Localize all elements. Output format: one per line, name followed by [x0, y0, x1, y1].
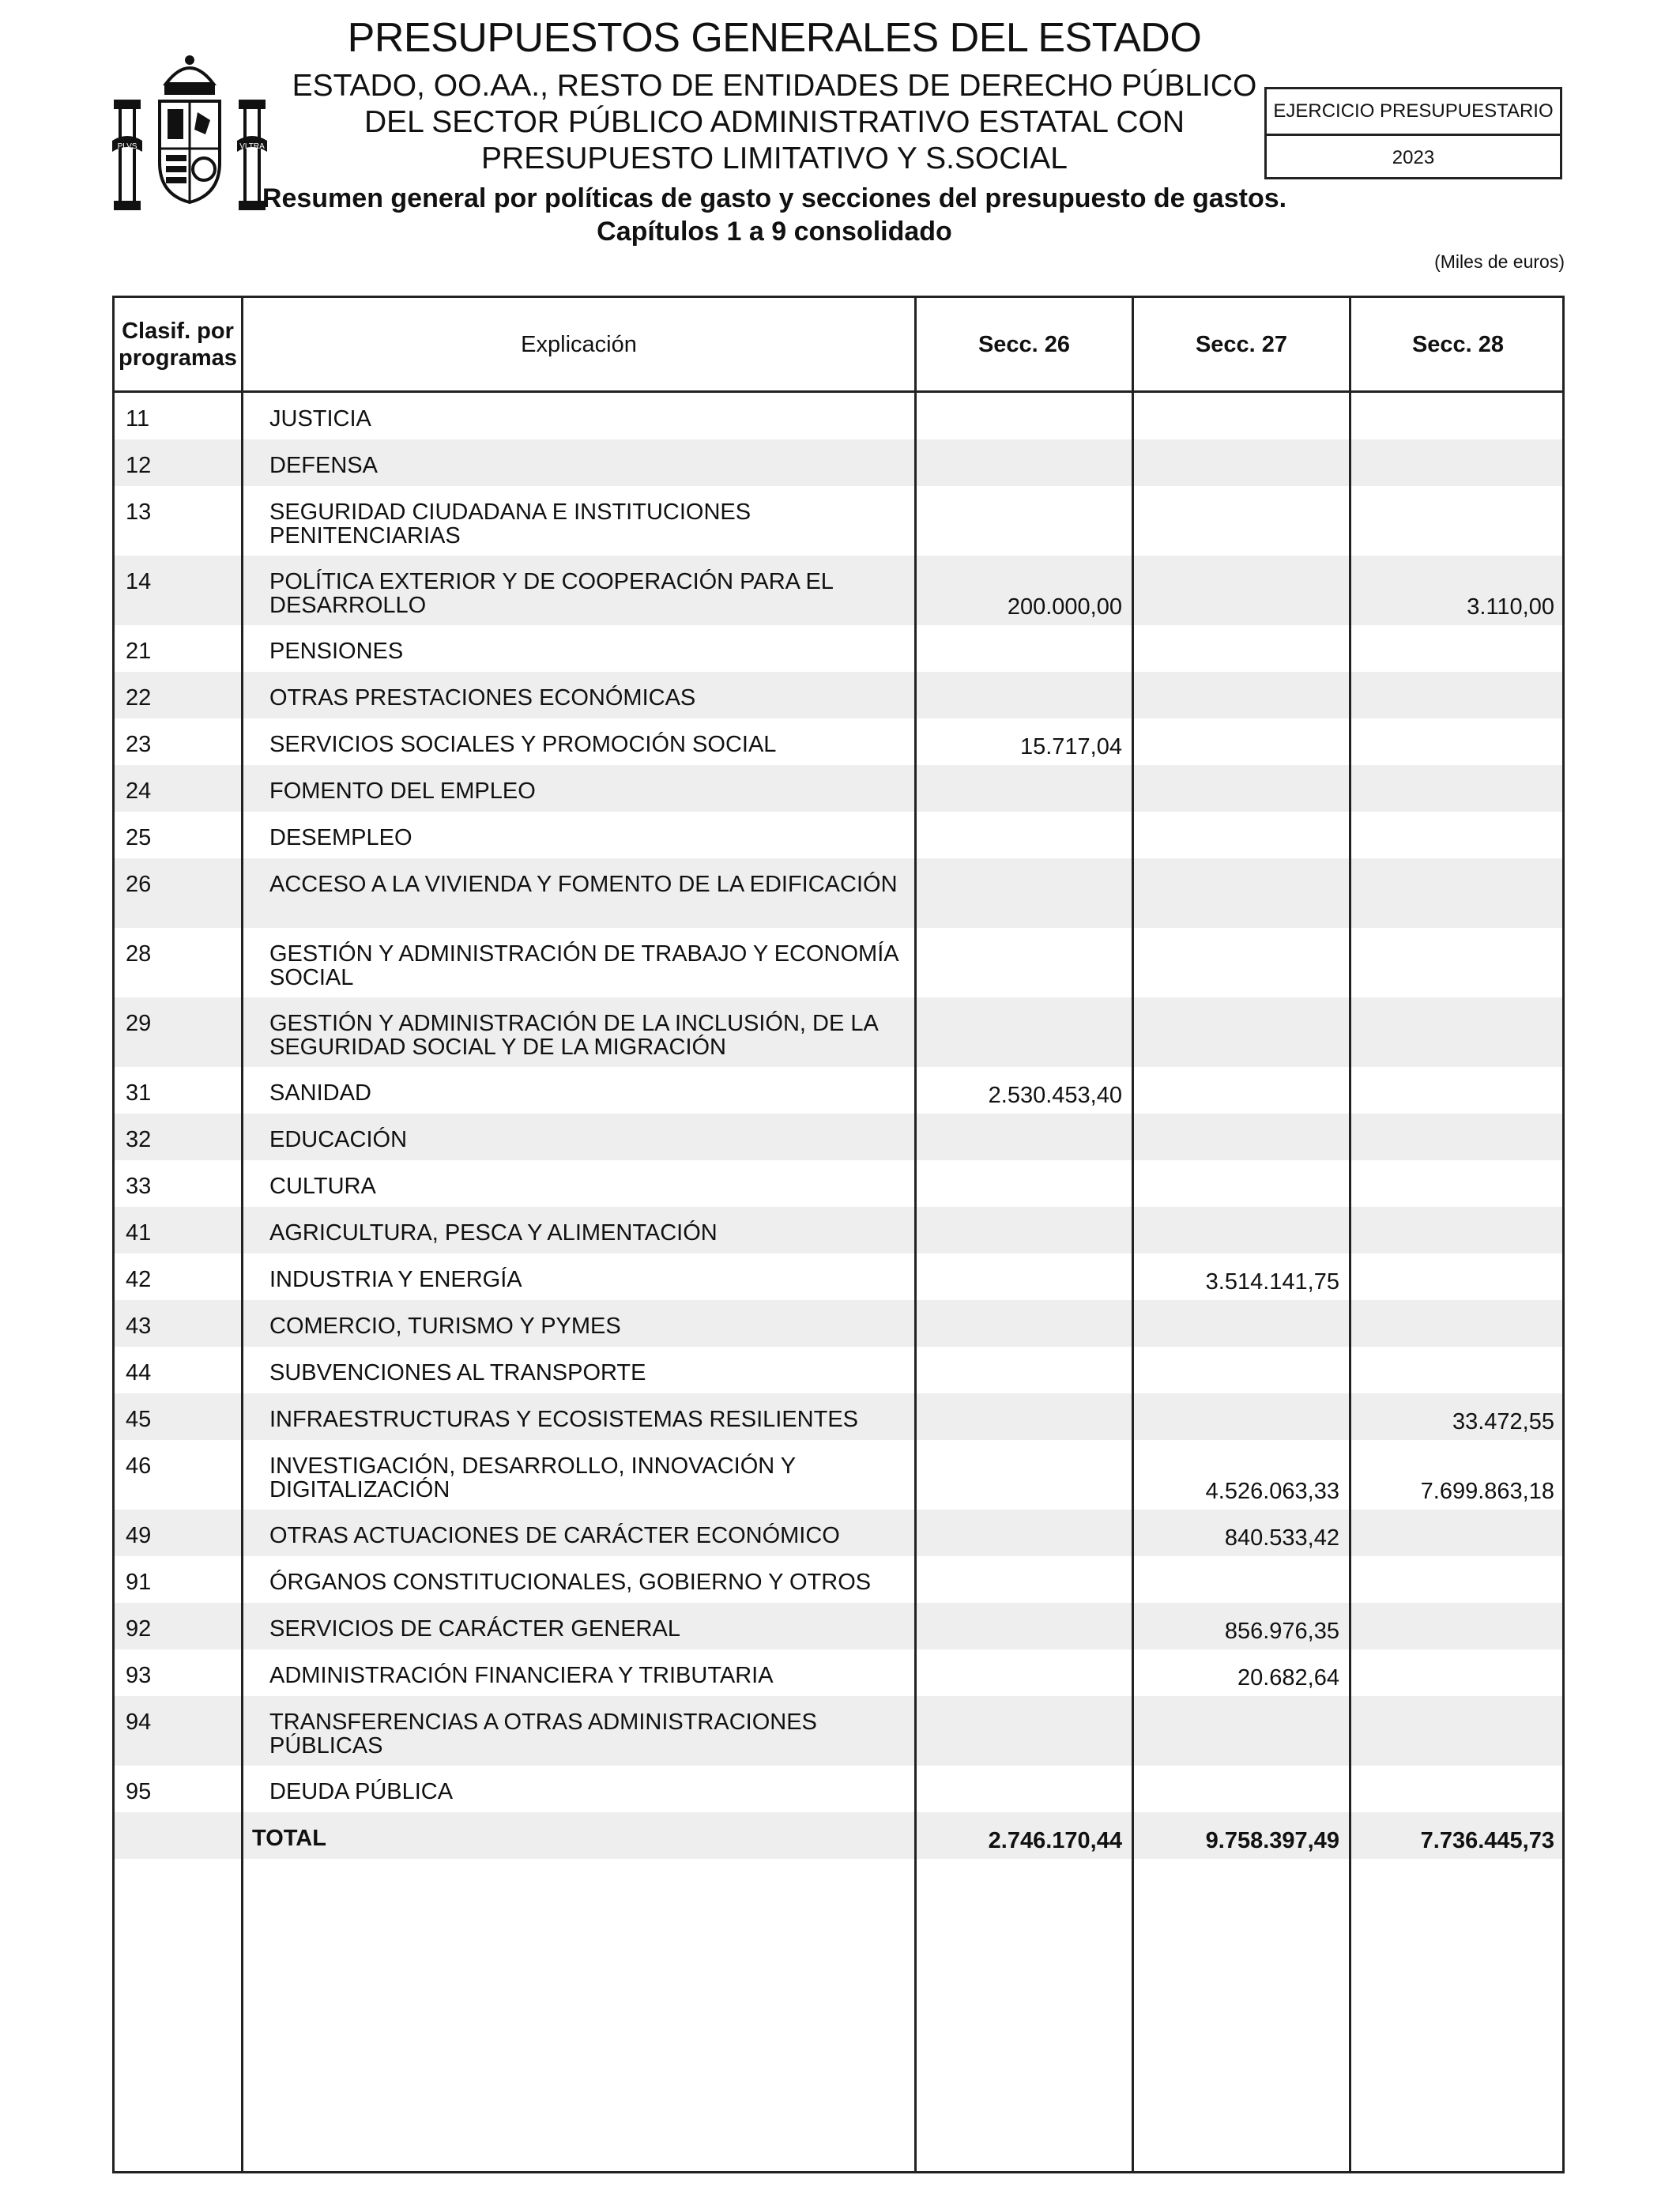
program-description: ADMINISTRACIÓN FINANCIERA Y TRIBUTARIA: [269, 1663, 774, 1688]
subtitle-line: ESTADO, OO.AA., RESTO DE ENTIDADES DE DERECHO PÚBLICO: [292, 69, 1257, 103]
amount-s26: 200.000,00: [1007, 594, 1122, 620]
program-description: SANIDAD: [269, 1080, 371, 1106]
program-code: 41: [126, 1220, 152, 1246]
table-row: [115, 718, 1562, 765]
program-description: SUBVENCIONES AL TRANSPORTE: [269, 1360, 646, 1385]
table-row: [115, 439, 1562, 486]
table-row: [115, 625, 1562, 672]
table-row: [115, 672, 1562, 718]
program-description: EDUCACIÓN: [269, 1127, 408, 1152]
table-row: [115, 1114, 1562, 1160]
svg-text:PLVS: PLVS: [117, 142, 137, 151]
program-description: CULTURA: [269, 1174, 376, 1199]
program-description: INFRAESTRUCTURAS Y ECOSISTEMAS RESILIENTES: [269, 1407, 859, 1432]
amount-s28: 3.110,00: [1467, 594, 1554, 620]
amount-s27: 4.526.063,33: [1205, 1479, 1339, 1504]
program-description: SERVICIOS DE CARÁCTER GENERAL: [269, 1616, 680, 1642]
summary-line: Resumen general por políticas de gasto y secciones del presupuesto de gastos.: [262, 183, 1287, 213]
amount-s27: 856.976,35: [1224, 1619, 1339, 1644]
program-description: SEGURIDAD CIUDADANA E INSTITUCIONES PENITENCIARIAS: [269, 499, 751, 548]
program-description: TRANSFERENCIAS A OTRAS ADMINISTRACIONES PÚBLICAS: [269, 1710, 817, 1759]
table-row: [115, 765, 1562, 812]
total-row: [115, 1812, 1562, 1859]
table-row: [115, 1510, 1562, 1556]
table-row: [115, 812, 1562, 858]
amount-s26: 15.717,04: [1019, 734, 1122, 760]
program-description: GESTIÓN Y ADMINISTRACIÓN DE TRABAJO Y ECONOMÍA SOCIAL: [269, 941, 898, 990]
program-code: 45: [126, 1407, 152, 1432]
program-code: 92: [126, 1616, 152, 1642]
table-row: [115, 858, 1562, 928]
table-row: [115, 928, 1562, 997]
header-secc27: Secc. 27: [1195, 331, 1288, 357]
program-code: 95: [126, 1779, 152, 1804]
program-code: 21: [126, 639, 152, 664]
amount-s27: 3.514.141,75: [1205, 1269, 1339, 1295]
program-code: 12: [126, 453, 152, 478]
program-code: 24: [126, 778, 152, 804]
program-description: OTRAS PRESTACIONES ECONÓMICAS: [269, 685, 696, 711]
table-row: [115, 556, 1562, 625]
budget-table: [112, 296, 1565, 2173]
header-clasif: Clasif. por programas: [119, 318, 237, 371]
program-description: INDUSTRIA Y ENERGÍA: [269, 1267, 522, 1292]
table-row: [115, 1603, 1562, 1649]
program-code: 14: [126, 569, 152, 594]
program-code: 25: [126, 825, 152, 850]
amount-s27: 20.682,64: [1237, 1665, 1339, 1691]
subtitle: [261, 68, 1288, 177]
program-code: 26: [126, 872, 152, 897]
program-description: ÓRGANOS CONSTITUCIONALES, GOBIERNO Y OTROS: [269, 1570, 872, 1595]
table-row: [115, 1160, 1562, 1207]
program-description: AGRICULTURA, PESCA Y ALIMENTACIÓN: [269, 1220, 718, 1246]
table-row: [115, 393, 1562, 439]
program-description: INVESTIGACIÓN, DESARROLLO, INNOVACIÓN Y DIGITALIZACIÓN: [269, 1453, 796, 1502]
table-row: [115, 1253, 1562, 1300]
total-s26: 2.746.170,44: [988, 1828, 1122, 1853]
program-description: POLÍTICA EXTERIOR Y DE COOPERACIÓN PARA EL DESARROLLO: [269, 569, 833, 618]
program-code: 22: [126, 685, 152, 711]
program-code: 23: [126, 732, 152, 757]
program-code: 93: [126, 1663, 152, 1688]
program-code: 43: [126, 1314, 152, 1339]
subtitle-line: PRESUPUESTO LIMITATIVO Y S.SOCIAL: [481, 141, 1068, 175]
program-code: 31: [126, 1080, 152, 1106]
table-row: [115, 997, 1562, 1067]
amount-s28: 33.472,55: [1452, 1409, 1554, 1434]
coat-of-arms-icon: [111, 52, 269, 213]
table-row: [115, 1300, 1562, 1347]
program-description: OTRAS ACTUACIONES DE CARÁCTER ECONÓMICO: [269, 1523, 840, 1548]
total-label: TOTAL: [252, 1826, 326, 1851]
table-row: [115, 1067, 1562, 1114]
fiscal-year-value: 2023: [1392, 147, 1435, 168]
program-code: 94: [126, 1710, 152, 1735]
subtitle-line: DEL SECTOR PÚBLICO ADMINISTRATIVO ESTATAL CON: [363, 105, 1185, 139]
table-row: [115, 1207, 1562, 1253]
fiscal-year-label: EJERCICIO PRESUPUESTARIO: [1267, 89, 1560, 136]
table-row: [115, 1347, 1562, 1393]
table-row: [115, 1393, 1562, 1440]
program-description: DEUDA PÚBLICA: [269, 1779, 454, 1804]
svg-text:VLTRA: VLTRA: [239, 142, 265, 151]
fiscal-year-box: [1264, 87, 1562, 179]
program-code: 33: [126, 1174, 152, 1199]
amount-s27: 840.533,42: [1224, 1525, 1339, 1551]
program-code: 46: [126, 1453, 152, 1479]
program-code: 13: [126, 499, 152, 525]
program-code: 11: [126, 406, 150, 432]
table-row: [115, 486, 1562, 556]
program-description: DEFENSA: [269, 453, 378, 478]
units-note: (Miles de euros): [1434, 251, 1565, 272]
header-explicacion: Explicación: [521, 331, 637, 357]
table-row: [115, 1696, 1562, 1766]
program-code: 29: [126, 1011, 152, 1036]
program-description: JUSTICIA: [269, 406, 371, 432]
table-row: [115, 1649, 1562, 1696]
total-s27: 9.758.397,49: [1205, 1828, 1339, 1853]
amount-s28: 7.699.863,18: [1420, 1479, 1554, 1504]
program-description: PENSIONES: [269, 639, 404, 664]
table-row: [115, 1440, 1562, 1510]
program-code: 32: [126, 1127, 152, 1152]
program-description: FOMENTO DEL EMPLEO: [269, 778, 536, 804]
program-code: 42: [126, 1267, 152, 1292]
total-s28: 7.736.445,73: [1420, 1828, 1554, 1853]
summary-heading: [261, 182, 1288, 248]
program-description: COMERCIO, TURISMO Y PYMES: [269, 1314, 621, 1339]
program-code: 91: [126, 1570, 152, 1595]
program-description: GESTIÓN Y ADMINISTRACIÓN DE LA INCLUSIÓN, DE LA SEGURIDAD SOCIAL Y DE LA MIGRACIÓN: [269, 1011, 878, 1060]
program-code: 28: [126, 941, 152, 967]
program-description: SERVICIOS SOCIALES Y PROMOCIÓN SOCIAL: [269, 732, 777, 757]
table-row: [115, 1556, 1562, 1603]
program-code: 49: [126, 1523, 152, 1548]
program-code: 44: [126, 1360, 152, 1385]
header-secc26: Secc. 26: [977, 331, 1071, 357]
header-secc28: Secc. 28: [1411, 331, 1505, 357]
program-description: DESEMPLEO: [269, 825, 412, 850]
table-row: [115, 1766, 1562, 1812]
summary-line: Capítulos 1 a 9 consolidado: [597, 217, 952, 247]
program-description: ACCESO A LA VIVIENDA Y FOMENTO DE LA EDIFICACIÓN: [269, 872, 898, 897]
page-title: PRESUPUESTOS GENERALES DEL ESTADO: [347, 15, 1202, 61]
amount-s26: 2.530.453,40: [988, 1083, 1122, 1108]
